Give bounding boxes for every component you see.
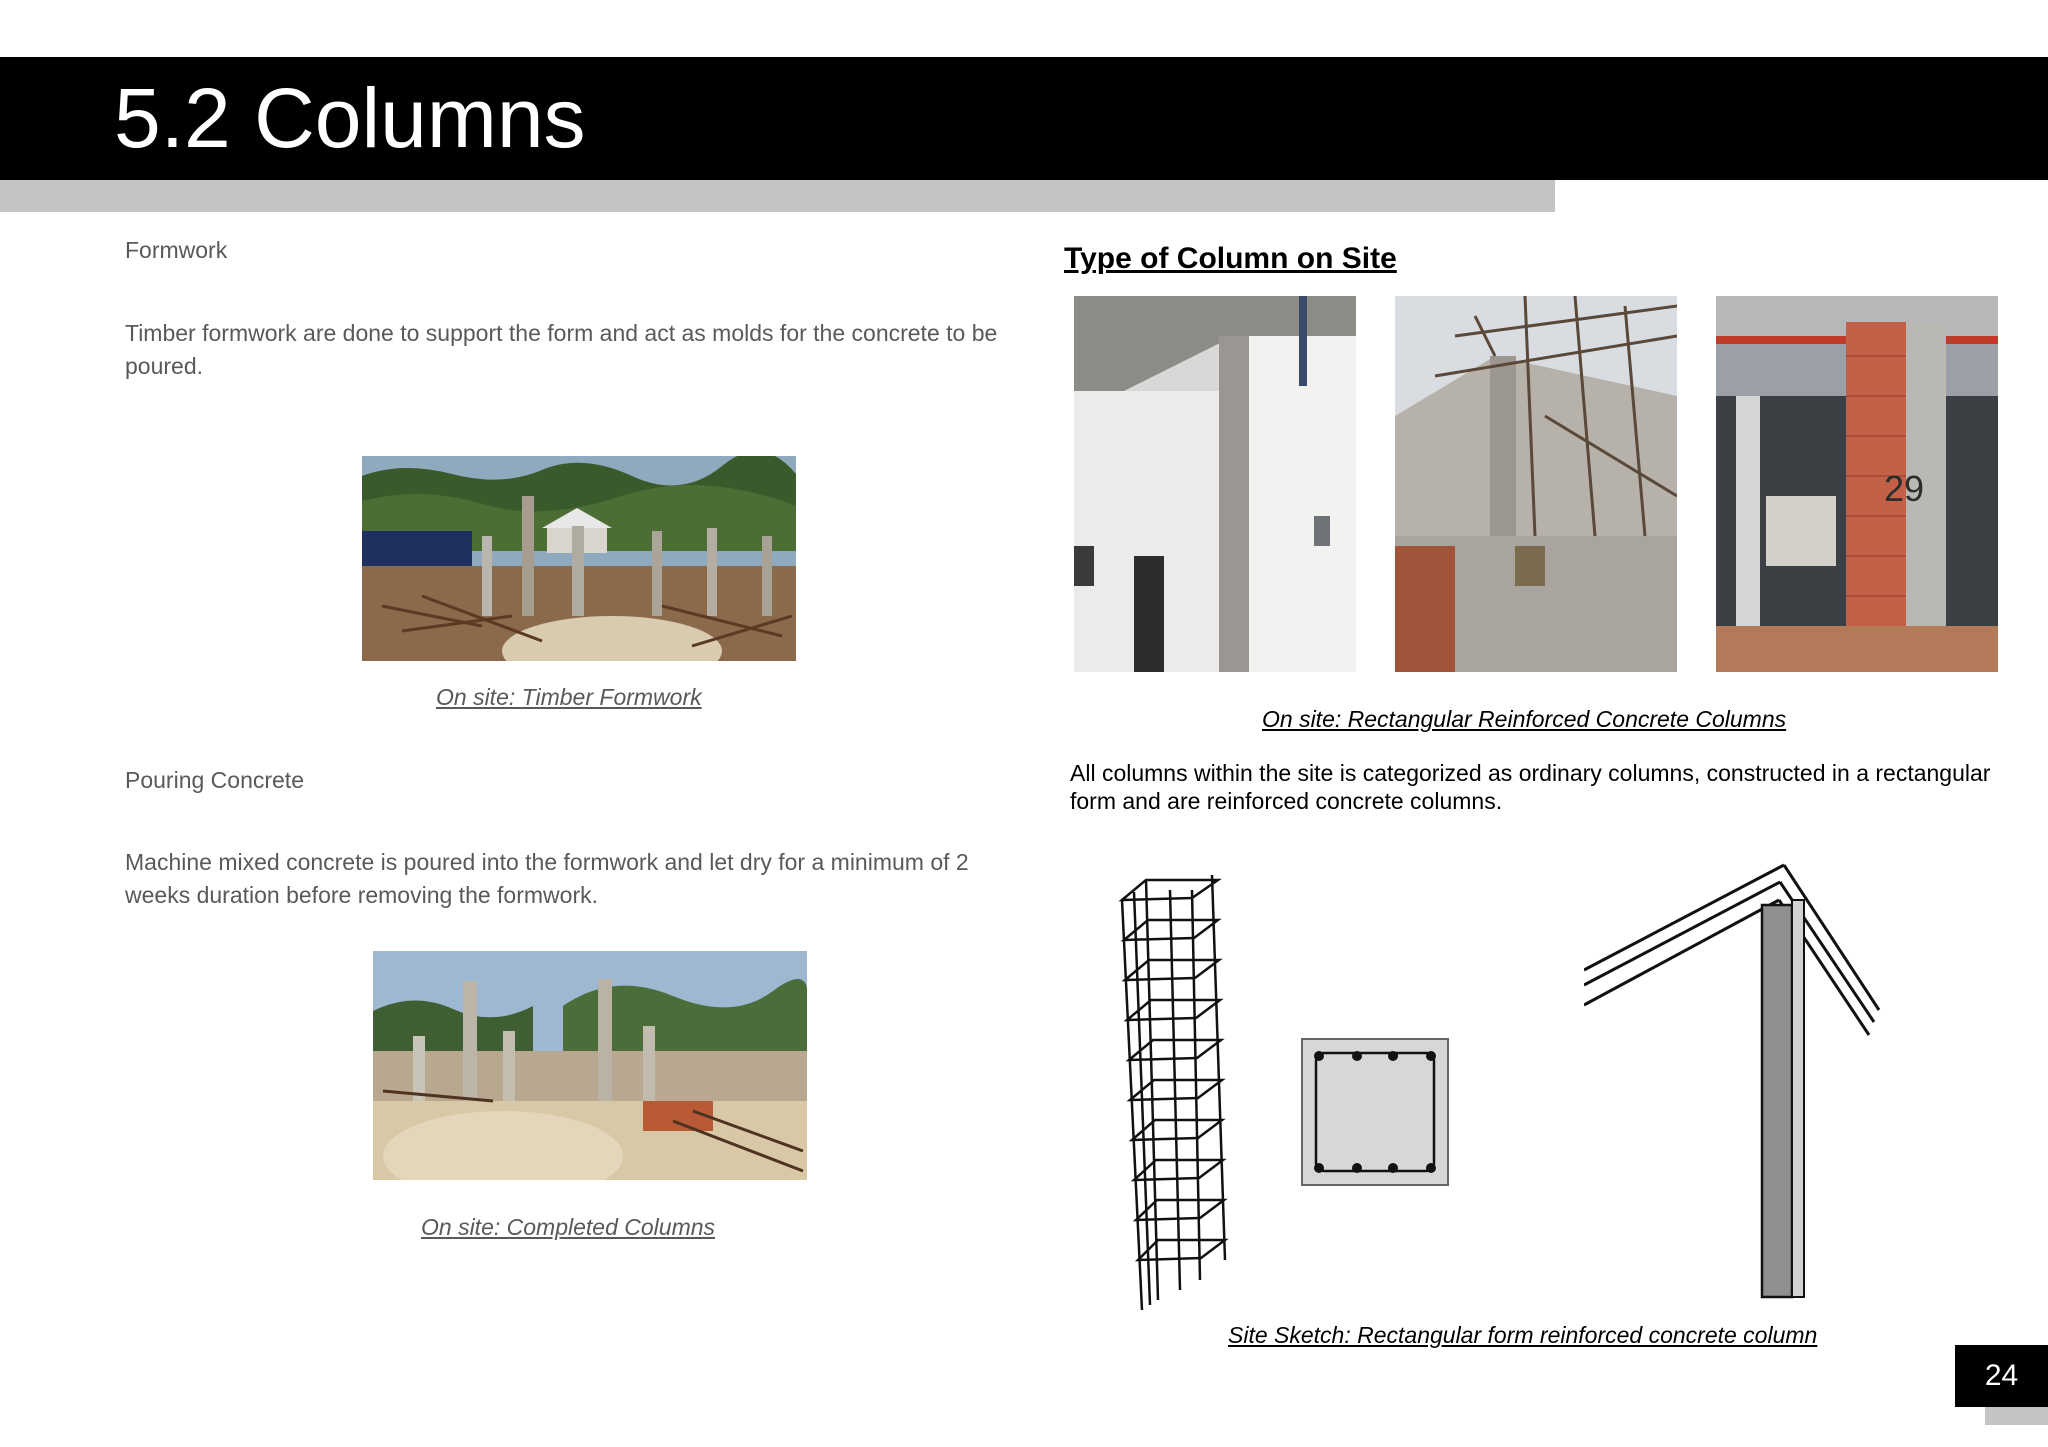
pouring-paragraph: Machine mixed concrete is poured into the formwork and let dry for a minimum of 2 weeks duration before removing the formwork. [125,849,969,908]
page-title: 5.2 Columns [114,71,586,165]
column-number-marking: 29 [1884,468,1925,509]
formwork-paragraph: Timber formwork are done to support the form and act as molds for the concrete to be poured. [125,320,998,379]
pouring-heading: Pouring Concrete [125,767,304,793]
site-column-photo-1 [1074,296,1356,672]
column-cross-section-sketch [1301,1038,1449,1186]
completed-columns-caption: On site: Completed Columns [421,1214,716,1240]
site-photos-caption: On site: Rectangular Reinforced Concrete Columns [1262,706,1787,732]
title-underline-band [0,180,1555,212]
site-column-photo-3 [1716,296,1998,672]
completed-columns-photo [373,951,807,1180]
timber-formwork-caption: On site: Timber Formwork [436,684,702,710]
site-column-photo-2 [1395,296,1677,672]
rebar-cage-sketch [1110,850,1240,1320]
formwork-heading: Formwork [125,237,228,263]
column-description: All columns within the site is categorized as ordinary columns, constructed in a rectangular form and are reinforced concrete columns. [1070,760,1991,814]
sketch-caption: Site Sketch: Rectangular form reinforced concrete column [1228,1322,1818,1348]
page-number-shadow [1985,1407,2048,1425]
page-number: 24 [1955,1345,2048,1407]
column-type-heading: Type of Column on Site [1064,242,1397,275]
timber-formwork-photo [362,456,796,661]
column-beam-sketch [1584,860,1884,1300]
